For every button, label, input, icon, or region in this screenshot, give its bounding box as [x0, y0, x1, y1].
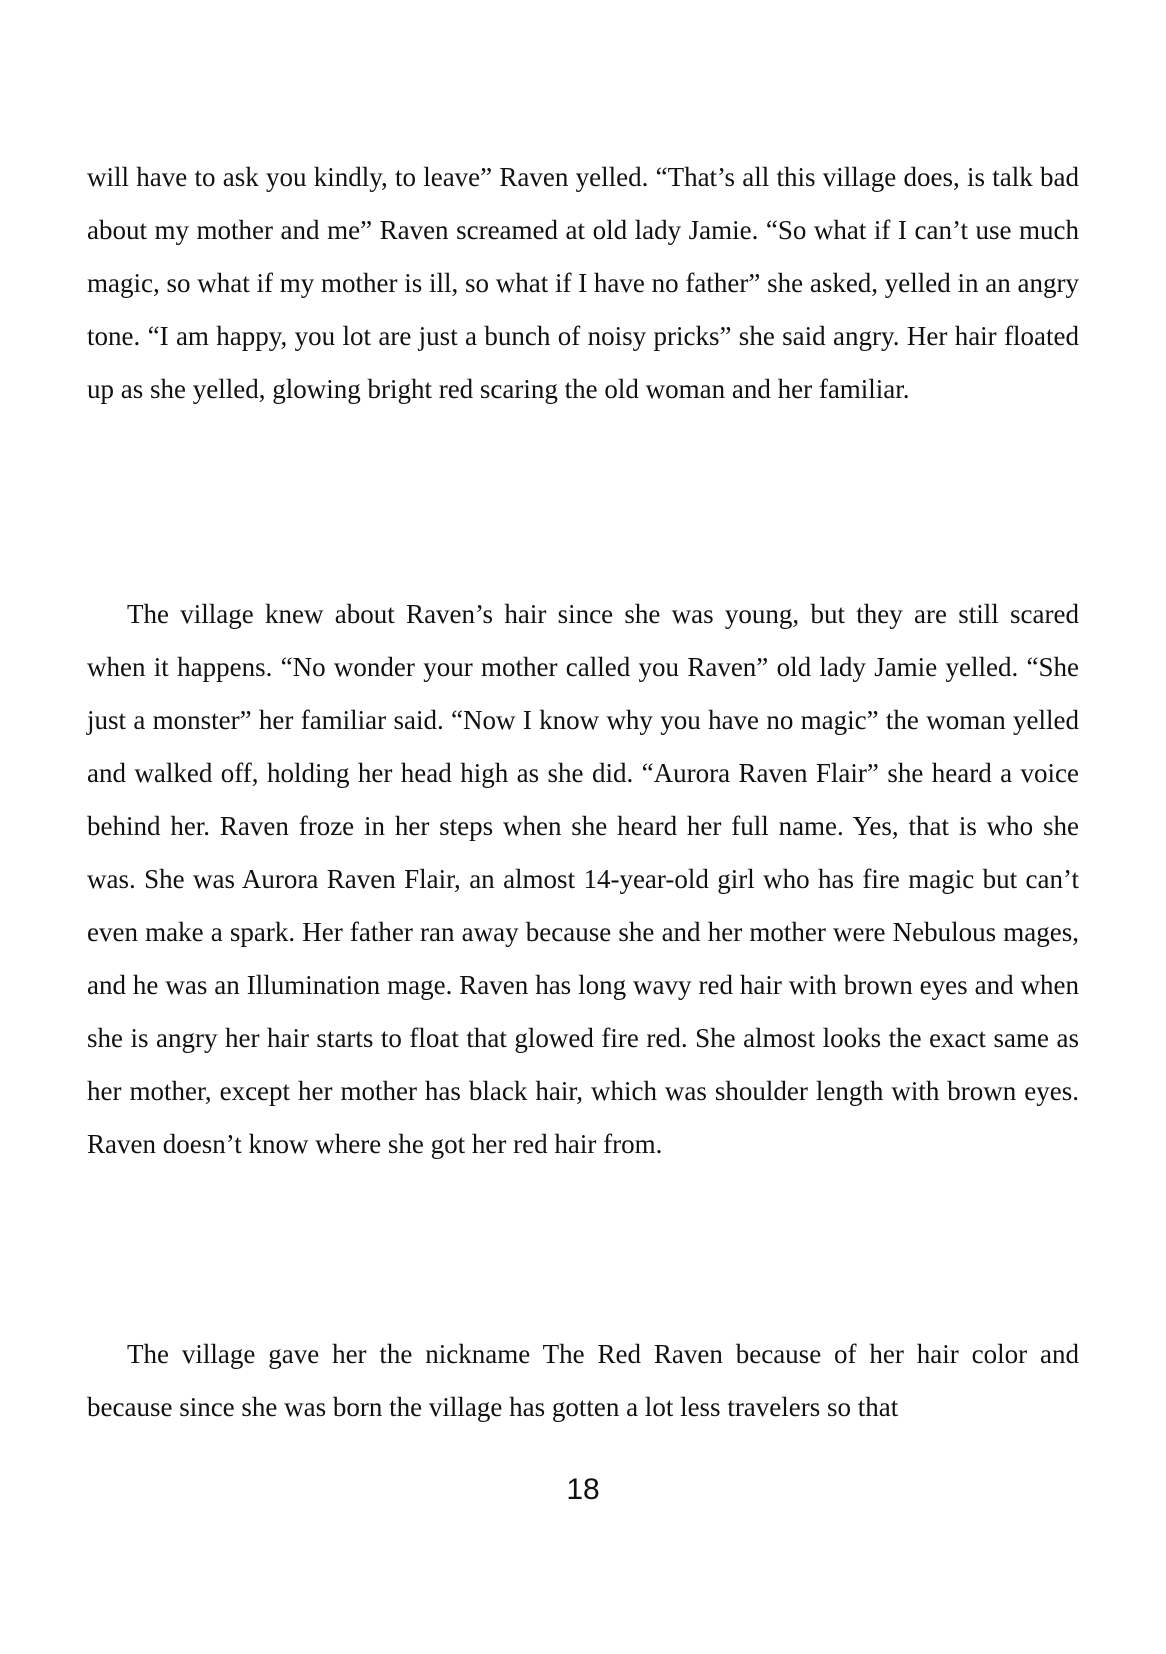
paragraph-1: will have to ask you kindly, to leave” Raven yelled. “That’s all this village does, is talk bad about my mother and me” Raven screamed at old lady Jamie. “So what if I can’t use much magic, so what if my mother is ill, so what if I have no father” she asked, yelled in an angry tone. “I am happy, you lot are just a bunch of noisy pricks” she said angry. Her hair floated up as she yelled, glowing bright red scaring the old woman and her familiar.	[87, 162, 1079, 404]
page-number: 18	[566, 1473, 600, 1506]
paragraph-3: The village gave her the nickname The Red Raven because of her hair color and because since she was born the village has gotten a lot less travelers so that	[87, 1339, 1079, 1422]
paragraph-2: The village knew about Raven’s hair since she was young, but they are still scared when it happens. “No wonder your mother called you Raven” old lady Jamie yelled. “She just a monster” her familiar said. “Now I know why you have no magic” the woman yelled and walked off, holding her head high as she did. “Aurora Raven Flair” she heard a voice behind her. Raven froze in her steps when she heard her full name. Yes, that is who she was. She was Aurora Raven Flair, an almost 14-year-old girl who has fire magic but can’t even make a spark. Her father ran away because she and her mother were Nebulous mages, and he was an Illumination mage. Raven has long wavy red hair with brown eyes and when she is angry her hair starts to float that glowed fire red. She almost looks the exact same as her mother, except her mother has black hair, which was shoulder length with brown eyes. Raven doesn’t know where she got her red hair from.	[87, 599, 1079, 1159]
